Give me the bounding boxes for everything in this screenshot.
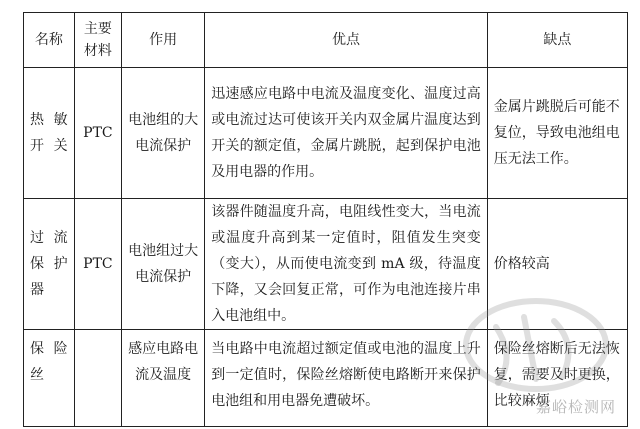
cell-advantages: 迅速感应电路中电流及温度变化、温度过高或电流过达可使该开关内双金属片温度达到开关的额定值，金属片跳脱，起到保护电池及用电器的作用。	[205, 68, 488, 199]
cell-name: 热敏开关	[24, 68, 75, 199]
cell-name: 保险丝	[24, 330, 75, 427]
cell-function: 感应电路电流及温度	[122, 330, 205, 427]
header-function: 作用	[122, 13, 205, 68]
table-header	[24, 13, 628, 68]
table-row	[24, 330, 628, 427]
header-advantages: 优点	[205, 13, 488, 68]
cell-advantages: 该器件随温度升高，电阻线性变大，当电流或温度升高到某一定值时，阻值发生突变（变大），从而使电流变到 mA 级，待温度下降，又会回复正常，可作为电池连接片串入电池组中。	[205, 199, 488, 330]
comparison-table	[23, 12, 628, 427]
header-disadvantages: 缺点	[487, 13, 627, 68]
cell-name: 过流保护器	[24, 199, 75, 330]
watermark-text: 嘉峪检测网	[535, 398, 616, 416]
cell-function: 电池组的大电流保护	[122, 68, 205, 199]
cell-material: PTC	[74, 199, 121, 330]
cell-function: 电池组过大电流保护	[122, 199, 205, 330]
cell-material	[74, 330, 121, 427]
cell-disadvantages: 金属片跳脱后可能不复位，导致电池组电压无法工作。	[487, 68, 627, 199]
cell-advantages: 当电路中电流超过额定值或电池的温度上升到一定值时，保险丝熔断使电路断开来保护电池组和用电器免遭破坏。	[205, 330, 488, 427]
cell-disadvantages: 价格较高	[487, 199, 627, 330]
table-row	[24, 68, 628, 199]
cell-disadvantages: 保险丝熔断后无法恢复，需要及时更换，比较麻烦	[487, 330, 627, 427]
table-body	[24, 68, 628, 427]
cell-material: PTC	[74, 68, 121, 199]
header-material: 主要材料	[74, 13, 121, 68]
header-name: 名称	[24, 13, 75, 68]
header-row	[24, 13, 628, 68]
table-row	[24, 199, 628, 330]
